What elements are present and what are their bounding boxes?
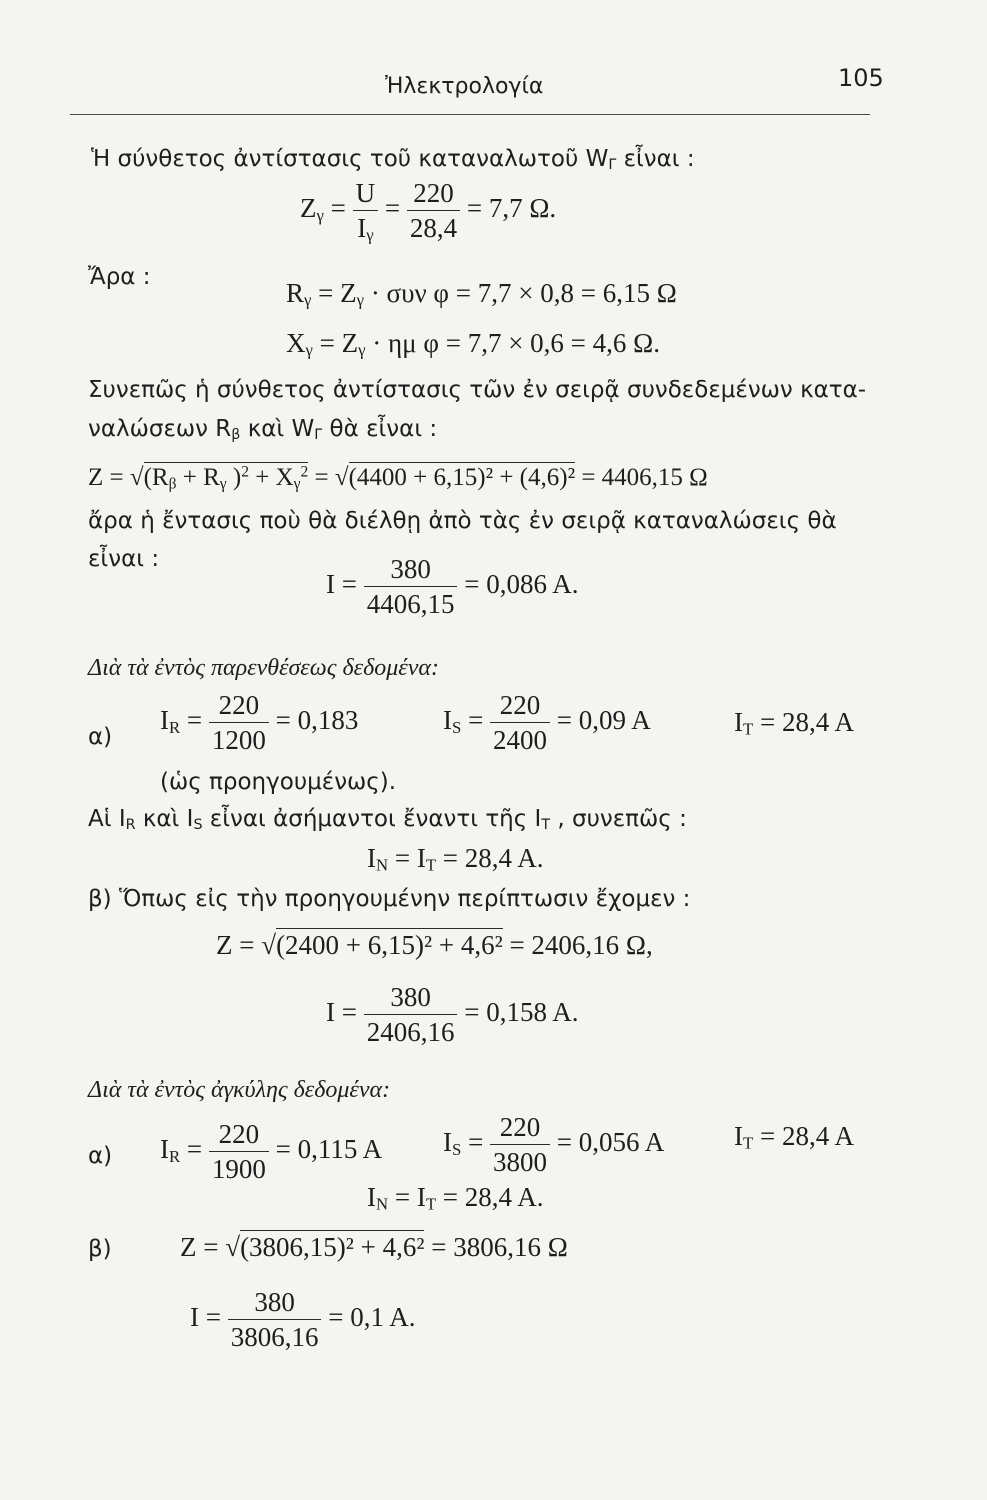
- case-a-label: α): [88, 724, 113, 750]
- brace-case-b-label: β): [88, 1236, 112, 1262]
- equation-brace-i: I = $\frac{380}{3806,16}$ = 0,1 A.: [190, 1287, 416, 1352]
- intro-text: Ἡ σύνθετος ἀντίστασις τοῦ καταναλωτοῦ $W_\Gamma$ εἶναι :: [91, 146, 695, 174]
- equation-brace-it: $I_T = 28,4$ A: [734, 1121, 854, 1153]
- equation-paren-is: $I_S$ = $\frac{220}{2400}$ = 0,09 A: [443, 690, 651, 755]
- equation-brace-is: $I_S$ = $\frac{220}{3800}$ = 0,056 A: [443, 1112, 665, 1177]
- equation-z-gamma: $Z_\gamma$ = $\frac{U}{I_\gamma}$ = $\frac{220}{28,4}$ = 7,7 Ω.: [300, 178, 557, 245]
- equation-paren-i: I = $\frac{380}{2406,16}$ = 0,158 A.: [326, 982, 579, 1047]
- equation-paren-in: $I_N = I_T = 28,4$ A.: [367, 843, 544, 875]
- paren-note: (ὡς προηγουμένως).: [160, 769, 397, 795]
- equation-z-total: $Z = √(R_\beta + R_\gamma$ )$^2 + X_\gamma^2 = √(4400 + 6,15)^2 + (4,6)^2 = 4406,15$ Ω: [88, 463, 708, 493]
- equation-paren-ir: $I_R$ = $\frac{220}{1200}$ = 0,183: [160, 690, 359, 755]
- series-text-line1: Συνεπῶς ἡ σύνθετος ἀντίστασις τῶν ἐν σειρᾷ συνδεδεμένων κατα-: [88, 377, 867, 403]
- series-text-line2: ναλώσεων $R_\beta$ καὶ $W_\Gamma$ θὰ εἶναι :: [88, 416, 438, 444]
- equation-r-gamma: $R_\gamma = Z_\gamma \cdot \sigma\upsilon\nu$ φ = 7,7 × 0,8 = 6,15 Ω: [286, 278, 677, 310]
- equation-paren-z: Z = √(2400 + 6,15)² + 4,6² = 2406,16 Ω,: [216, 930, 653, 960]
- heading-brace-data: Διὰ τὰ ἐντὸς ἀγκύλης δεδομένα:: [88, 1077, 391, 1103]
- current-text-line2: εἶναι :: [88, 546, 160, 572]
- paren-insignificant-text: Αἱ $I_R$ καὶ $I_S$ εἶναι ἀσήμαντοι ἔναντι τῆς $I_T$ , συνεπῶς :: [88, 806, 687, 834]
- equation-brace-z: Z = √(3806,15)² + 4,6² = 3806,16 Ω: [180, 1232, 568, 1262]
- heading-parenthesis-data: Διὰ τὰ ἐντὸς παρενθέσεως δεδομένα:: [88, 655, 439, 681]
- equation-paren-it: $I_T = 28,4$ A: [734, 707, 854, 739]
- brace-case-a-label: α): [88, 1143, 113, 1169]
- equation-x-gamma: $X_\gamma = Z_\gamma \cdot \eta\mu$ φ = 7,7 × 0,6 = 4,6 Ω.: [286, 328, 660, 360]
- equation-i-series: I = $\frac{380}{4406,15}$ = 0,086 A.: [326, 554, 579, 619]
- ara-label: Ἄρα :: [88, 264, 151, 290]
- equation-brace-in: $I_N = I_T = 28,4$ A.: [367, 1182, 544, 1214]
- running-header-title: Ἠλεκτρολογία: [385, 74, 544, 99]
- current-text-line1: ἄρα ἡ ἔντασις ποὺ θὰ διέλθῃ ἀπὸ τὰς ἐν σειρᾷ καταναλώσεις θὰ: [88, 508, 837, 534]
- page-number: 105: [838, 64, 884, 92]
- header-rule: [70, 114, 870, 115]
- equation-brace-ir: $I_R$ = $\frac{220}{1900}$ = 0,115 A: [160, 1119, 383, 1184]
- case-b-paren-text: β) Ὅπως εἰς τὴν προηγουμένην περίπτωσιν ἔχομεν :: [88, 886, 691, 912]
